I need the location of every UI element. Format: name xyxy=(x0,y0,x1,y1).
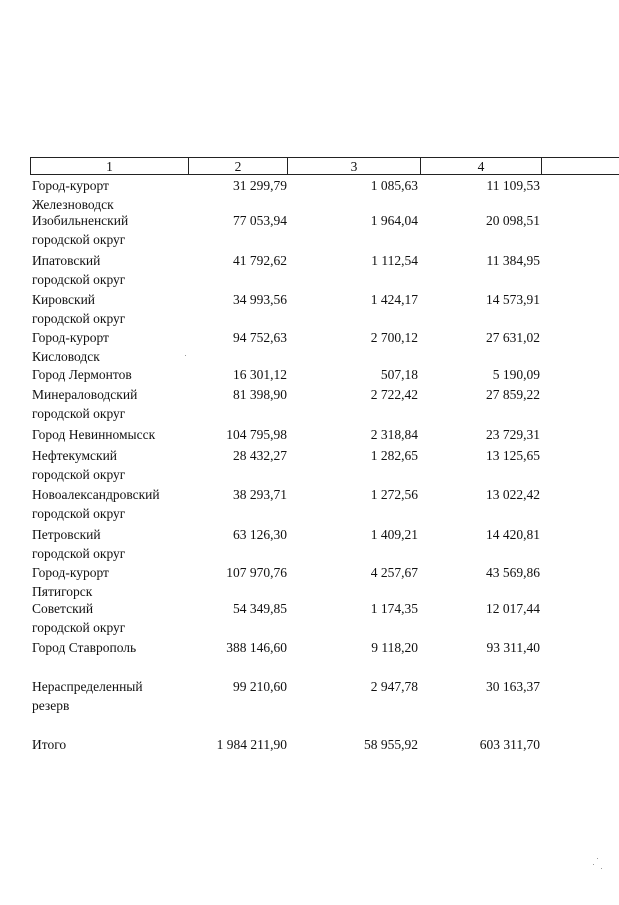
row-value-col-3: 507,18 xyxy=(380,367,418,382)
row-value-col-2: 41 792,62 xyxy=(233,253,287,268)
row-name: Город-курорт Железноводск xyxy=(32,178,114,212)
row-name: Город Лермонтов xyxy=(32,367,132,382)
row-value-col-3: 1 174,35 xyxy=(370,601,418,616)
row-value-col-4: 20 098,51 xyxy=(486,213,540,228)
row-name: Нефтекумский городской округ xyxy=(32,448,126,482)
row-value-col-4: 603 311,70 xyxy=(479,737,540,752)
row-value-col-4: 11 384,95 xyxy=(486,253,540,268)
row-value-col-2: 107 970,76 xyxy=(226,565,287,580)
row-value-col-3: 2 700,12 xyxy=(370,330,418,345)
row-value-col-2: 28 432,27 xyxy=(233,448,287,463)
row-value-col-2: 104 795,98 xyxy=(226,427,287,442)
table-header xyxy=(30,157,619,175)
row-value-col-2: 16 301,12 xyxy=(233,367,287,382)
row-value-col-2: 99 210,60 xyxy=(233,679,287,694)
row-value-col-4: 14 573,91 xyxy=(486,292,540,307)
row-value-col-3: 1 282,65 xyxy=(370,448,418,463)
row-name: Город Ставрополь xyxy=(32,640,137,655)
row-value-col-4: 5 190,09 xyxy=(492,367,540,382)
row-name: Новоалександровский городской округ xyxy=(32,487,160,521)
row-name: Кировский городской округ xyxy=(32,292,126,326)
row-name: Город-курорт Кисловодск xyxy=(32,330,109,364)
header-col-3: 3 xyxy=(288,158,421,174)
row-name: Ипатовский городской округ xyxy=(32,253,126,287)
row-value-col-4: 14 420,81 xyxy=(486,527,540,542)
row-value-col-2: 31 299,79 xyxy=(233,178,287,193)
row-value-col-3: 1 964,04 xyxy=(370,213,418,228)
row-value-col-3: 1 272,56 xyxy=(370,487,418,502)
row-value-col-3: 4 257,67 xyxy=(370,565,418,580)
row-value-col-3: 2 722,42 xyxy=(370,387,418,402)
row-name: Город-курорт Пятигорск xyxy=(32,565,109,599)
row-value-col-4: 30 163,37 xyxy=(486,679,540,694)
row-value-col-3: 2 947,78 xyxy=(370,679,418,694)
row-value-col-3: 1 112,54 xyxy=(371,253,418,268)
row-value-col-3: 58 955,92 xyxy=(364,737,418,752)
row-name: Город Невинномысск xyxy=(32,427,156,442)
row-value-col-2: 54 349,85 xyxy=(233,601,287,616)
row-value-col-4: 13 022,42 xyxy=(486,487,540,502)
row-value-col-2: 1 984 211,90 xyxy=(216,737,287,752)
row-value-col-3: 1 424,17 xyxy=(370,292,418,307)
row-value-col-4: 93 311,40 xyxy=(486,640,540,655)
row-value-col-4: 27 631,02 xyxy=(486,330,540,345)
header-col-4: 4 xyxy=(421,158,542,174)
header-col-1: 1 xyxy=(31,158,189,174)
row-value-col-2: 77 053,94 xyxy=(233,213,287,228)
row-value-col-4: 12 017,44 xyxy=(486,601,540,616)
row-value-col-4: 13 125,65 xyxy=(486,448,540,463)
row-value-col-3: 2 318,84 xyxy=(370,427,418,442)
scan-speck xyxy=(593,864,594,865)
row-name: Итого xyxy=(32,737,67,752)
row-value-col-4: 23 729,31 xyxy=(486,427,540,442)
row-value-col-3: 1 085,63 xyxy=(370,178,418,193)
row-value-col-2: 34 993,56 xyxy=(233,292,287,307)
row-value-col-4: 11 109,53 xyxy=(486,178,540,193)
row-value-col-3: 9 118,20 xyxy=(371,640,418,655)
row-name: Нераспределенный резерв xyxy=(32,679,143,713)
row-value-col-2: 81 398,90 xyxy=(233,387,287,402)
row-value-col-2: 94 752,63 xyxy=(233,330,287,345)
row-value-col-2: 38 293,71 xyxy=(233,487,287,502)
row-name: Петровский городской округ xyxy=(32,527,126,561)
row-value-col-4: 27 859,22 xyxy=(486,387,540,402)
row-value-col-3: 1 409,21 xyxy=(370,527,418,542)
scan-speck xyxy=(601,868,602,869)
row-value-col-4: 43 569,86 xyxy=(486,565,540,580)
header-col-2: 2 xyxy=(189,158,288,174)
row-value-col-2: 63 126,30 xyxy=(233,527,287,542)
row-name: Советский городской округ xyxy=(32,601,126,635)
row-name: Изобильненский городской округ xyxy=(32,213,129,247)
scan-speck xyxy=(185,355,186,356)
row-value-col-2: 388 146,60 xyxy=(226,640,287,655)
scan-speck xyxy=(597,858,598,859)
row-name: Минераловодский городской округ xyxy=(32,387,138,421)
